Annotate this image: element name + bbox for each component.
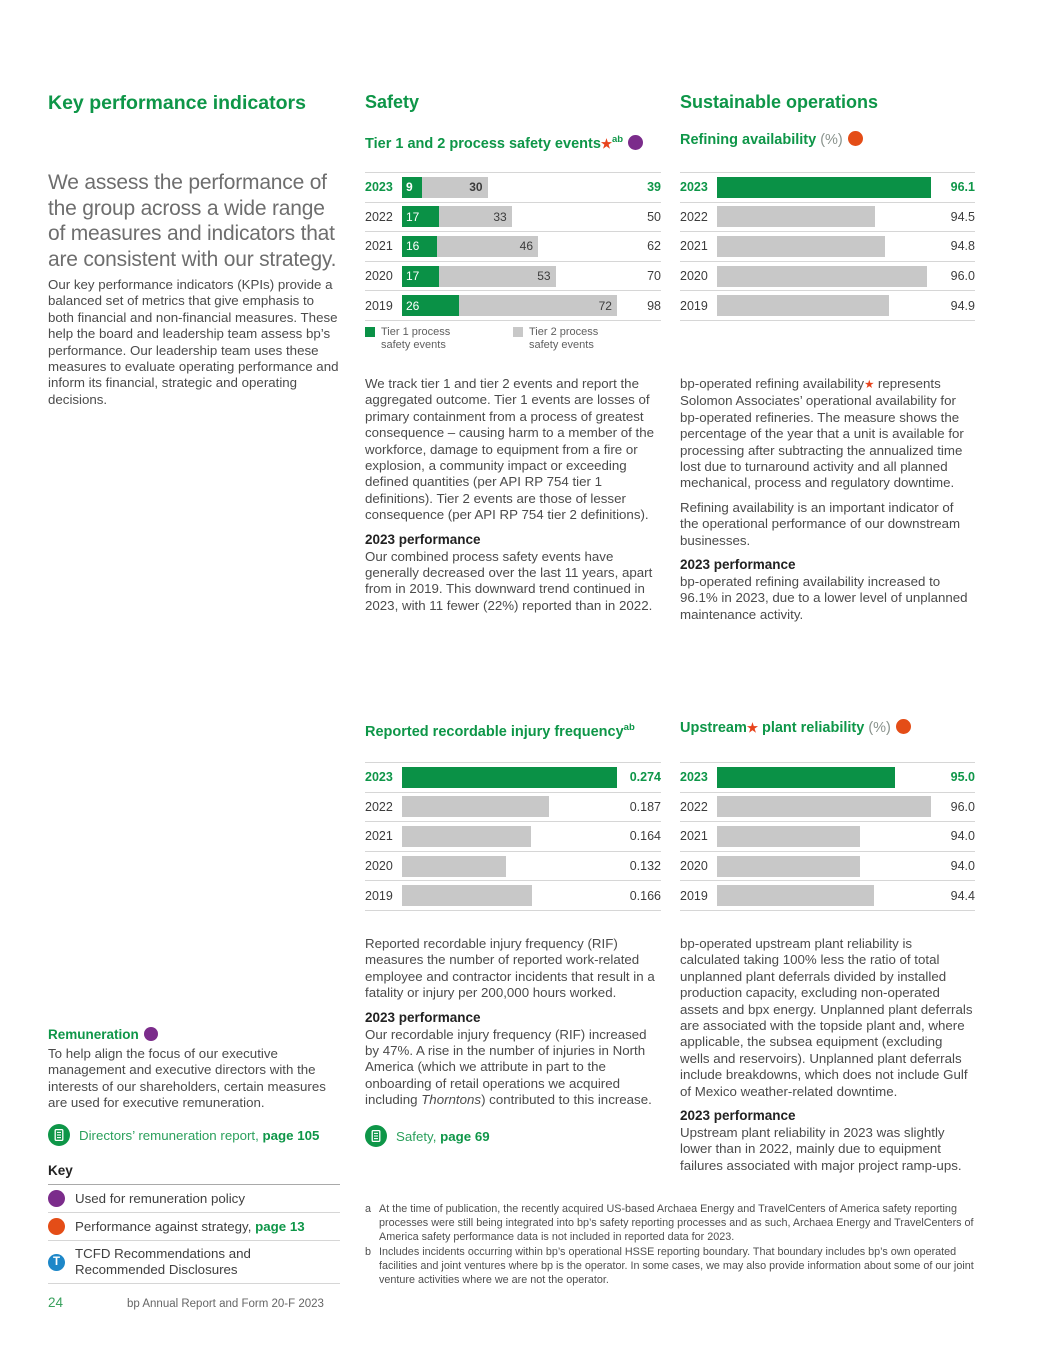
chart-row-2019 bbox=[365, 880, 661, 910]
remuneration-policy-dot-icon bbox=[48, 1190, 65, 1207]
link-page-ref[interactable]: page 105 bbox=[262, 1127, 320, 1143]
bar-area bbox=[717, 266, 931, 287]
performance-heading: 2023 performance bbox=[365, 1009, 481, 1025]
year-label: 2021 bbox=[365, 829, 393, 844]
bar-area bbox=[717, 885, 931, 906]
paragraph-part: Our recordable injury frequency (RIF) increased by 47%. A rise in the number of injuries in North America (which we attribute in part to the onboarding of retail operations we acquired including bbox=[365, 1026, 647, 1108]
bar-area bbox=[717, 236, 931, 257]
bar-area bbox=[717, 295, 931, 316]
remuneration-policy-dot-icon bbox=[144, 1027, 158, 1041]
bar-area bbox=[402, 796, 617, 817]
legend-label: Tier 2 process safety events bbox=[529, 325, 599, 351]
year-label: 2019 bbox=[365, 888, 393, 903]
tcfd-icon: T bbox=[48, 1254, 65, 1271]
chart-row-2023 bbox=[680, 172, 975, 202]
key-item bbox=[48, 1213, 340, 1241]
chart-legend bbox=[365, 326, 661, 352]
value-label: 94.0 bbox=[950, 829, 975, 844]
legend-label: Tier 1 process safety events bbox=[381, 325, 451, 351]
bar-area bbox=[402, 856, 617, 877]
chart-title-text: Upstream bbox=[680, 720, 747, 736]
value-bar bbox=[717, 767, 895, 788]
key-legend-section bbox=[48, 1163, 340, 1284]
value-label: 0.187 bbox=[629, 799, 661, 814]
year-label: 2020 bbox=[680, 269, 708, 284]
value-label: 0.132 bbox=[629, 859, 661, 874]
kpi-star-icon: ★ bbox=[600, 136, 612, 151]
chart-title-process-safety-events bbox=[365, 131, 661, 153]
chart-row-2022 bbox=[680, 202, 975, 232]
chart-row-2021 bbox=[680, 821, 975, 851]
value-bar bbox=[717, 206, 875, 227]
chart-row-2022 bbox=[365, 792, 661, 822]
bar-area bbox=[402, 266, 617, 287]
paragraph: Upstream plant reliability in 2023 was slightly lower than in 2022, mainly due to equipment failures associated with major project ramp-ups. bbox=[680, 1125, 962, 1173]
value-bar bbox=[717, 796, 931, 817]
performance-heading: 2023 performance bbox=[680, 1108, 796, 1124]
chart-title-upstream-plant-reliability bbox=[680, 719, 975, 737]
chart-row-2020 bbox=[365, 851, 661, 881]
value-label: 94.0 bbox=[950, 859, 975, 874]
key-item-label[interactable]: Performance against strategy, page 13 bbox=[75, 1218, 305, 1234]
chart-row-2020 bbox=[680, 851, 975, 881]
value-label: 0.274 bbox=[629, 770, 661, 785]
total-value-label: 39 bbox=[647, 180, 661, 195]
value-bar bbox=[402, 885, 532, 906]
tier1-bar-segment: 17 bbox=[402, 266, 439, 287]
value-bar bbox=[402, 826, 531, 847]
bar-area bbox=[402, 295, 617, 316]
year-label: 2020 bbox=[680, 859, 708, 874]
key-item-label: Used for remuneration policy bbox=[75, 1190, 245, 1206]
footnote-ref: ab bbox=[623, 722, 635, 733]
link-label[interactable]: Directors’ remuneration report, bbox=[79, 1127, 259, 1143]
remuneration-policy-dot-icon bbox=[628, 135, 643, 150]
value-label: 96.1 bbox=[950, 180, 975, 195]
tier2-bar-segment: 72 bbox=[459, 295, 617, 316]
year-label: 2021 bbox=[680, 829, 708, 844]
bar-area bbox=[402, 826, 617, 847]
directors-remuneration-link[interactable] bbox=[48, 1124, 348, 1146]
intro-lede: We assess the performance of the group across a wide range of measures and indicators that are consistent with our strategy. bbox=[48, 171, 337, 271]
report-document-icon bbox=[48, 1124, 70, 1146]
chart-rows bbox=[680, 762, 975, 911]
page-number: 24 bbox=[48, 1295, 64, 1310]
year-label: 2023 bbox=[680, 770, 708, 785]
chart-rows bbox=[365, 172, 661, 321]
year-label: 2020 bbox=[365, 859, 393, 874]
year-label: 2022 bbox=[365, 209, 393, 224]
chart-rows bbox=[365, 762, 661, 911]
value-bar bbox=[402, 856, 506, 877]
tier1-bar-segment: 9 bbox=[402, 177, 422, 198]
chart-row-2019 bbox=[365, 290, 661, 320]
remuneration-title: Remuneration bbox=[48, 1027, 139, 1042]
performance-heading: 2023 performance bbox=[680, 557, 796, 573]
year-label: 2021 bbox=[365, 239, 393, 254]
chart-row-2021 bbox=[365, 231, 661, 261]
value-bar bbox=[717, 236, 885, 257]
bar-area bbox=[717, 826, 931, 847]
chart-row-2021 bbox=[365, 821, 661, 851]
footnote-text: At the time of publication, the recently acquired US-based Archaea Energy and TravelCenters of America safety reporting processes were still being integrated into bp’s safety reporting processes and as such, Archaea Energy and TravelCenters of America safety performance data is not included in reported data for 2023. bbox=[379, 1203, 974, 1244]
value-label: 95.0 bbox=[950, 770, 975, 785]
bar-area bbox=[717, 796, 931, 817]
year-label: 2022 bbox=[365, 799, 393, 814]
total-value-label: 70 bbox=[647, 269, 661, 284]
tier1-bar-segment: 16 bbox=[402, 236, 437, 257]
total-value-label: 62 bbox=[647, 239, 661, 254]
chart-row-2022 bbox=[680, 792, 975, 822]
value-bar bbox=[717, 885, 874, 906]
value-bar bbox=[717, 856, 860, 877]
paragraph-part: bp-operated refining availability bbox=[680, 376, 865, 391]
legend-item bbox=[513, 326, 661, 352]
key-item bbox=[48, 1185, 340, 1213]
safety-text-block-2 bbox=[365, 936, 661, 1109]
total-value-label: 98 bbox=[647, 298, 661, 313]
section-title-sustainable-operations: Sustainable operations bbox=[680, 92, 879, 112]
chart-unit-label: (%) bbox=[816, 132, 843, 148]
intro-body: Our key performance indicators (KPIs) provide a balanced set of metrics that give emphasis to both financial and non-financial measures. These help the board and leadership team assess bp’s performance. Our leadership team uses these measures to evaluate operating performance and inform its financial, strategic and operating decisions. bbox=[48, 277, 339, 407]
value-label: 94.9 bbox=[950, 298, 975, 313]
link-page-ref[interactable]: page 69 bbox=[440, 1128, 490, 1144]
chart-title-refining-availability bbox=[680, 131, 975, 149]
paragraph-italic-part: Thorntons bbox=[421, 1092, 482, 1108]
footer-report-title: bp Annual Report and Form 20-F 2023 bbox=[127, 1298, 324, 1310]
chart-row-2019 bbox=[680, 880, 975, 910]
footnotes bbox=[365, 1202, 977, 1287]
key-item bbox=[48, 1241, 340, 1284]
safety-page-link[interactable] bbox=[365, 1125, 661, 1147]
chart-row-2021 bbox=[680, 231, 975, 261]
safety-text-block-1 bbox=[365, 376, 661, 614]
bar-area bbox=[402, 177, 617, 198]
footnote bbox=[365, 1202, 977, 1245]
paragraph-part: ) contributed to this increase. bbox=[481, 1092, 652, 1108]
chart-row-2022 bbox=[365, 202, 661, 232]
paragraph: bp-operated upstream plant reliability is calculated taking 100% less the ratio of total unplanned plant deferrals divided by installed production capacity, excluding non-operated assets and bpx energy. Unplanned plant deferrals are associated with the topside plant and, where applicable, the subsea equipment (excluding wells and reservoirs). Unplanned plant deferrals include breakdowns, which does not include Gulf of Mexico weather-related downtime. bbox=[680, 936, 973, 1099]
performance-heading: 2023 performance bbox=[365, 531, 481, 547]
link-page-ref[interactable]: page 13 bbox=[255, 1218, 305, 1234]
tier2-bar-segment: 30 bbox=[422, 177, 488, 198]
value-label: 94.8 bbox=[950, 239, 975, 254]
chart-title-text: Reported recordable injury frequency bbox=[365, 723, 624, 740]
footnote-label: a bbox=[365, 1203, 372, 1215]
sustainable-text-block-2 bbox=[680, 936, 975, 1174]
bar-area bbox=[402, 767, 617, 788]
bar-area bbox=[402, 236, 617, 257]
bar-area bbox=[402, 885, 617, 906]
year-label: 2022 bbox=[680, 209, 708, 224]
key-item-label: TCFD Recommendations and Recommended Disclosures bbox=[75, 1246, 251, 1277]
chart-row-2023 bbox=[680, 762, 975, 792]
legend-swatch-icon bbox=[513, 327, 523, 337]
year-label: 2019 bbox=[365, 298, 393, 313]
remuneration-section bbox=[48, 1026, 340, 1112]
footnote bbox=[365, 1245, 977, 1288]
kpi-star-icon: ★ bbox=[864, 379, 875, 391]
legend-item bbox=[365, 326, 513, 352]
paragraph: Our combined process safety events have generally decreased over the last 11 years, apart from in 2019. This downward trend continued in 2023, with 11 fewer (22%) reported than in 2022. bbox=[365, 548, 653, 613]
chart-unit-label: (%) bbox=[864, 720, 891, 736]
report-document-icon bbox=[365, 1125, 387, 1147]
value-label: 94.4 bbox=[950, 888, 975, 903]
year-label: 2021 bbox=[680, 239, 708, 254]
paragraph: Reported recordable injury frequency (RIF) measures the number of reported work-related employee and contractor incidents that result in a fatality or injury per 200,000 hours worked. bbox=[365, 936, 655, 1001]
value-label: 0.166 bbox=[629, 888, 661, 903]
section-title-safety: Safety bbox=[365, 92, 420, 112]
sustainable-text-block-1 bbox=[680, 376, 975, 623]
bar-area bbox=[717, 206, 931, 227]
chart-title-text: Refining availability bbox=[680, 132, 817, 148]
value-label: 96.0 bbox=[950, 799, 975, 814]
chart-refining-availability bbox=[680, 172, 975, 321]
paragraph: bp-operated refining availability increased to 96.1% in 2023, due to a lower level of unplanned maintenance activity. bbox=[680, 574, 968, 622]
paragraph: Refining availability is an important indicator of the operational performance of our downstream businesses. bbox=[680, 499, 961, 548]
chart-title-injury-frequency bbox=[365, 719, 661, 741]
chart-row-2020 bbox=[365, 261, 661, 291]
chart-upstream-plant-reliability bbox=[680, 762, 975, 911]
value-bar bbox=[717, 266, 927, 287]
strategy-dot-icon bbox=[848, 131, 863, 146]
year-label: 2022 bbox=[680, 799, 708, 814]
bar-area bbox=[717, 767, 931, 788]
year-label: 2023 bbox=[680, 180, 708, 195]
tier2-bar-segment: 53 bbox=[439, 266, 555, 287]
value-label: 94.5 bbox=[950, 209, 975, 224]
chart-title-text: plant reliability bbox=[757, 720, 865, 736]
total-value-label: 50 bbox=[647, 209, 661, 224]
paragraph: We track tier 1 and tier 2 events and report the aggregated outcome. Tier 1 events are losses of primary containment from a process of greatest consequence – causing harm to a member of the workforce, damage to equipment from a fire or explosion, a community impact or exceeding defined quantities (per API RP 754 tier 1 definitions). Tier 2 events are those of lesser consequence (per API RP 754 tier 2 definitions). bbox=[365, 376, 655, 523]
year-label: 2023 bbox=[365, 770, 393, 785]
footnote-label: b bbox=[365, 1245, 372, 1258]
remuneration-heading bbox=[48, 1026, 340, 1044]
tier1-bar-segment: 26 bbox=[402, 295, 459, 316]
paragraph bbox=[365, 1027, 661, 1109]
value-bar bbox=[717, 295, 889, 316]
year-label: 2020 bbox=[365, 269, 393, 284]
value-label: 0.164 bbox=[629, 829, 661, 844]
chart-row-2023 bbox=[365, 762, 661, 792]
bar-area bbox=[717, 177, 931, 198]
chart-injury-frequency bbox=[365, 762, 661, 911]
year-label: 2019 bbox=[680, 888, 708, 903]
year-label: 2023 bbox=[365, 180, 393, 195]
tier2-bar-segment: 33 bbox=[439, 206, 511, 227]
remuneration-body: To help align the focus of our executive management and executive directors with the interests of our shareholders, certain measures are used for executive remuneration. bbox=[48, 1046, 326, 1111]
chart-row-2020 bbox=[680, 261, 975, 291]
paragraph bbox=[680, 376, 975, 492]
footnote-text: Includes incidents occurring within bp’s operational HSSE reporting boundary. That boundary includes bp’s own operated facilities and joint ventures where bp is the operator. In some cases, we may also provide information about some of our joint venture activities where we are not the operator. bbox=[379, 1245, 974, 1287]
legend-swatch-icon bbox=[365, 327, 375, 337]
tier1-bar-segment: 17 bbox=[402, 206, 439, 227]
year-label: 2019 bbox=[680, 298, 708, 313]
strategy-dot-icon bbox=[48, 1218, 65, 1235]
value-label: 96.0 bbox=[950, 269, 975, 284]
strategy-dot-icon bbox=[896, 719, 911, 734]
value-bar bbox=[402, 767, 617, 788]
chart-row-2019 bbox=[680, 290, 975, 320]
bar-area bbox=[402, 206, 617, 227]
value-bar bbox=[717, 826, 860, 847]
link-label[interactable]: Safety, bbox=[396, 1128, 437, 1144]
paragraph-part: represents Solomon Associates’ operational availability for bp-operated refineries. The measure shows the percentage of the year that a unit is available for processing after subtracting the annualized time lost due to turnaround activity and all planned mechanical, process and regulatory downtime. bbox=[680, 376, 964, 491]
chart-row-2023 bbox=[365, 172, 661, 202]
chart-rows bbox=[680, 172, 975, 321]
value-bar bbox=[402, 796, 549, 817]
page-title: Key performance indicators bbox=[48, 92, 306, 114]
key-items bbox=[48, 1185, 340, 1284]
key-title: Key bbox=[48, 1163, 340, 1185]
kpi-star-icon: ★ bbox=[746, 721, 758, 735]
bar-area bbox=[717, 856, 931, 877]
chart-process-safety-events bbox=[365, 172, 661, 352]
value-bar bbox=[717, 177, 931, 198]
footnote-ref: ab bbox=[611, 134, 624, 145]
tier2-bar-segment: 46 bbox=[437, 236, 538, 257]
chart-title-text: Tier 1 and 2 process safety events bbox=[365, 135, 601, 152]
